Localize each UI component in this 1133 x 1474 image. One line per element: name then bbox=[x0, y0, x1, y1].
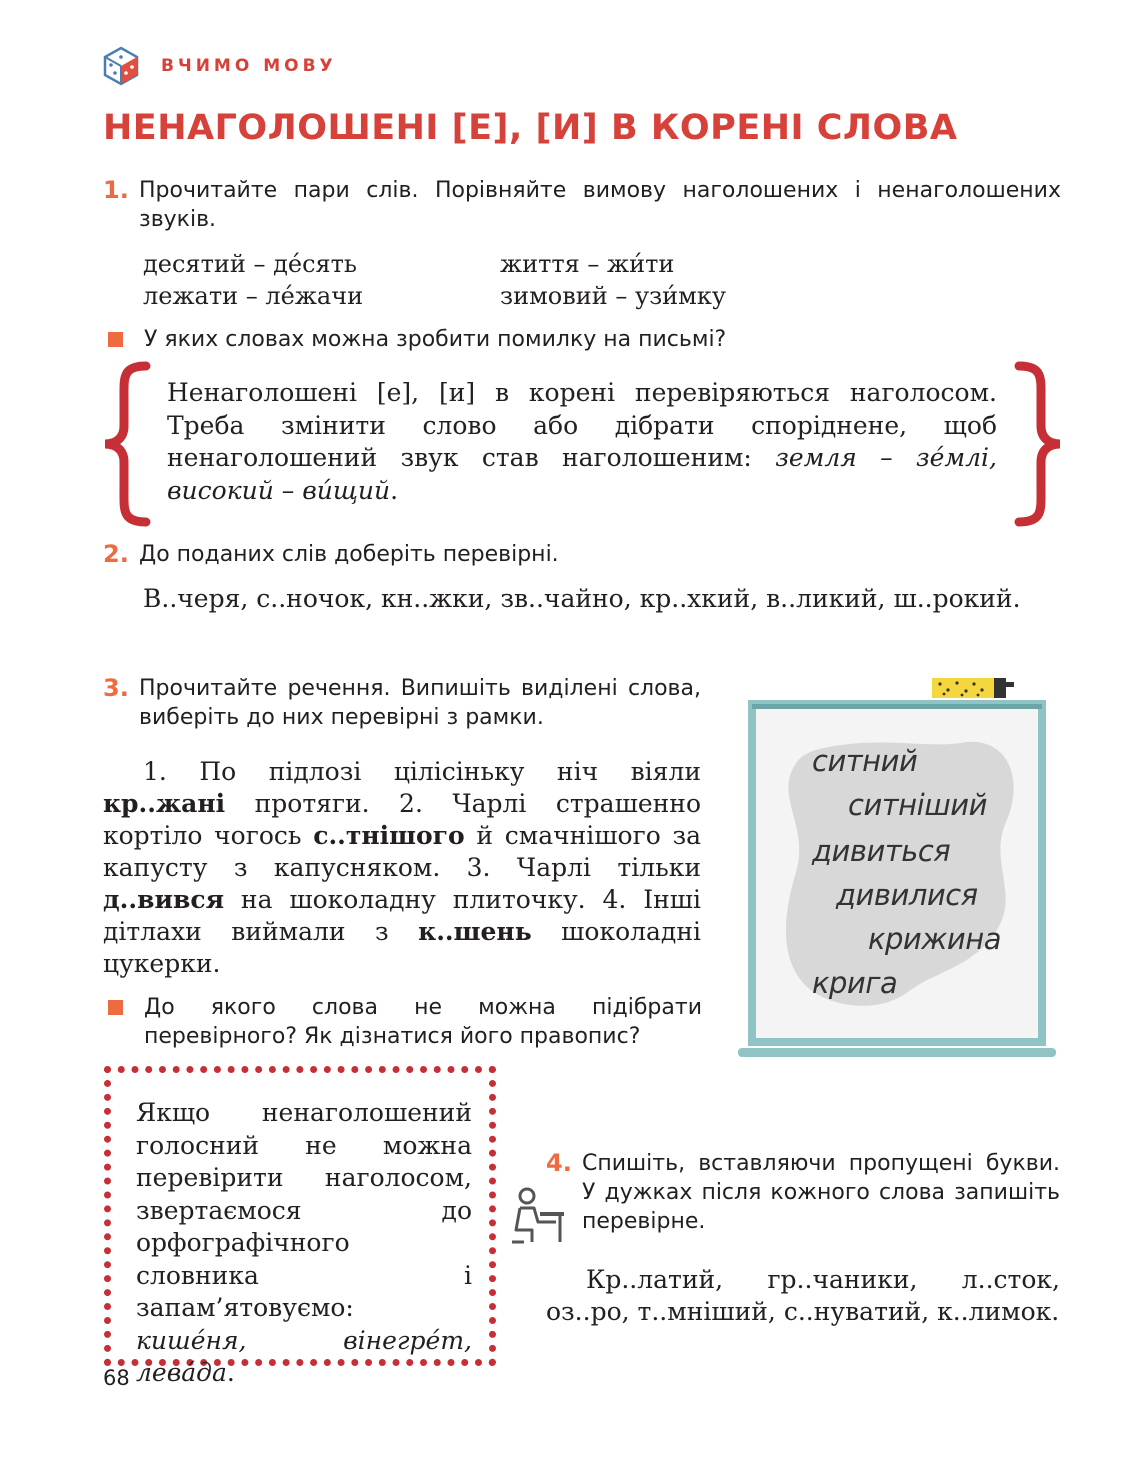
question-3 bbox=[108, 993, 702, 1051]
frame-word: ситніший bbox=[848, 788, 987, 822]
task-number: 2. bbox=[103, 540, 129, 568]
note-main-text: Якщо ненаголошений голосний не можна перевірити наголосом, звертаємося до орфографічного словника і запам’ятовуємо: bbox=[136, 1098, 472, 1322]
right-curly-brace-icon bbox=[1013, 360, 1065, 528]
sentence-fragment: 1. По підлозі цілісіньку ніч віяли bbox=[143, 757, 701, 786]
word-pairs-row bbox=[143, 248, 726, 280]
sentence-fragment: протяги. 2. Чарлі страшенно кортіло чогось bbox=[103, 789, 701, 850]
task-4 bbox=[546, 1149, 1060, 1236]
page-title: НЕНАГОЛОШЕНІ [Е], [И] В КОРЕНІ СЛОВА bbox=[103, 108, 958, 148]
note-text bbox=[136, 1097, 472, 1390]
task-instruction: До поданих слів доберіть перевірні. bbox=[139, 542, 559, 567]
word-pair: життя – жи́ти bbox=[500, 250, 675, 278]
task-3 bbox=[103, 674, 701, 732]
rule-box bbox=[100, 360, 1065, 528]
page-header bbox=[103, 46, 337, 86]
rule-main-text: Ненаголошені [е], [и] в корені перевіряються наголосом. Треба змінити слово або дібрати споріднене, щоб ненаголошений звук став наголошеним: bbox=[167, 378, 997, 472]
task-instruction: Прочитайте пари слів. Порівняйте вимову наголошених і ненаголошених звуків. bbox=[139, 178, 1061, 232]
question-text: У яких словах можна зробити помилку на письмі? bbox=[144, 327, 727, 352]
exercise-words: В..черя, с..ночок, кн..жки, зв..чайно, кр..хкий, в..ликий, ш..рокий. bbox=[143, 584, 1021, 613]
note-end: . bbox=[226, 1358, 235, 1387]
bullet-square-icon bbox=[108, 332, 123, 347]
exercise-words: Кр..латий, гр..чаники, л..сток, оз..ро, т..мніший, с..нуватий, к..лимок. bbox=[546, 1265, 1060, 1326]
task-instruction: Спишіть, вставляючи пропущені букви. У дужках після кожного слова запишіть перевірне. bbox=[582, 1151, 1060, 1234]
task-number: 3. bbox=[103, 674, 129, 702]
word-pairs bbox=[143, 248, 726, 312]
word-pair: лежати – ле́жачи bbox=[143, 282, 364, 310]
dice-cube-icon bbox=[103, 46, 139, 86]
task-number: 1. bbox=[103, 176, 129, 204]
task-instruction: Прочитайте речення. Випишіть виділені слова, виберіть до них перевірні з рамки. bbox=[139, 676, 701, 730]
word-pair: зимовий – узи́мку bbox=[500, 282, 726, 310]
frame-illustration bbox=[738, 672, 1058, 1064]
rule-examples: земля – зе́млі, високий – ви́щий bbox=[167, 443, 997, 505]
page-number: 68 bbox=[103, 1366, 130, 1390]
frame-word: ситний bbox=[812, 744, 918, 778]
left-curly-brace-icon bbox=[100, 360, 152, 528]
question-text: До якого слова не можна підібрати перевірного? Як дізнатися його правопис? bbox=[144, 995, 702, 1049]
word-frame bbox=[738, 672, 1058, 1064]
highlighted-word: кр..жані bbox=[103, 789, 226, 818]
task-2 bbox=[103, 540, 1061, 569]
highlighted-word: д..вився bbox=[103, 885, 225, 914]
sentence-fragment: шоколадні цукерки. bbox=[103, 917, 701, 978]
section-label: ВЧИМО МОВУ bbox=[161, 56, 337, 76]
rule-text bbox=[167, 377, 997, 507]
task-number: 4. bbox=[546, 1149, 572, 1177]
sentence-fragment: й смачнішого за капусту з капусняком. 3. Чарлі тільки bbox=[103, 821, 701, 882]
frame-word: крига bbox=[812, 966, 898, 1000]
task-1 bbox=[103, 176, 1061, 234]
rule-end: . bbox=[390, 475, 399, 505]
note-examples: кише́ня, вінегре́т, лева́да bbox=[136, 1325, 472, 1387]
frame-word: дивиться bbox=[812, 834, 951, 868]
highlighted-word: к..шень bbox=[418, 917, 532, 946]
word-pair: десятий – де́сять bbox=[143, 250, 357, 278]
word-pairs-row bbox=[143, 280, 726, 312]
bullet-square-icon bbox=[108, 1000, 123, 1015]
question-1 bbox=[108, 325, 1008, 354]
frame-word: дивилися bbox=[836, 878, 978, 912]
sentences-text bbox=[103, 756, 701, 980]
frame-word: крижина bbox=[868, 922, 1001, 956]
sentence-fragment: на шоколадну плиточку. 4. Інші дітлахи виймали з bbox=[103, 885, 701, 946]
highlighted-word: с..тнішого bbox=[313, 821, 465, 850]
